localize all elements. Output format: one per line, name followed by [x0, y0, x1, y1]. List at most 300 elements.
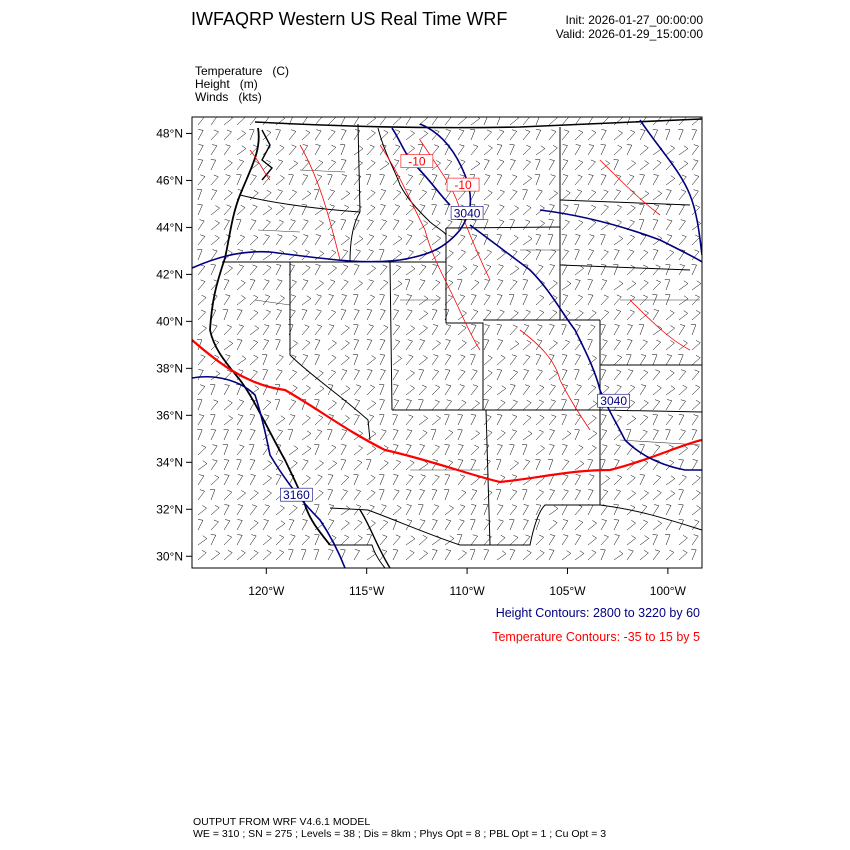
- wind-barb: [510, 310, 518, 320]
- wind-barb: [471, 161, 480, 170]
- wind-barb: [471, 445, 479, 455]
- wind-barb: [510, 460, 519, 470]
- wind-barb: [432, 325, 438, 336]
- wind-barb: [639, 205, 644, 216]
- wind-barb: [367, 325, 374, 335]
- wind-barb: [431, 190, 436, 201]
- wind-barb: [653, 326, 662, 335]
- wind-barb: [341, 506, 350, 515]
- wind-barb: [432, 236, 441, 246]
- wind-barb: [276, 416, 285, 425]
- wind-barb: [315, 145, 320, 156]
- wind-barb: [653, 146, 662, 155]
- wind-barb: [626, 355, 631, 366]
- wind-barb: [367, 190, 375, 200]
- wind-barb: [198, 175, 205, 185]
- wind-barb: [666, 491, 675, 500]
- wind-barb: [484, 190, 492, 200]
- wind-barb: [640, 430, 647, 440]
- contour-label: 3160: [283, 488, 310, 503]
- wind-barb: [458, 295, 465, 305]
- lat-tick-label: 38°N: [156, 361, 183, 376]
- wind-barb: [302, 385, 311, 395]
- wind-barb: [523, 220, 530, 230]
- wind-barb: [406, 220, 413, 230]
- wind-barb: [588, 220, 596, 230]
- wind-barb: [276, 535, 284, 545]
- wind-barb: [536, 265, 543, 275]
- wind-barb: [237, 490, 246, 500]
- wind-barb: [367, 370, 372, 381]
- wind-barb: [223, 310, 228, 320]
- wind-barb: [627, 536, 636, 546]
- wind-barb: [393, 475, 398, 486]
- wind-barb: [484, 160, 489, 171]
- wind-barb: [250, 355, 258, 365]
- wind-barb: [458, 235, 465, 245]
- wind-barb: [562, 281, 571, 290]
- wind-barb: [367, 130, 376, 140]
- wind-barb: [393, 356, 402, 366]
- wind-barb: [523, 400, 531, 410]
- wind-barb: [289, 505, 297, 515]
- wind-barb: [627, 161, 636, 171]
- wind-barb: [315, 325, 322, 335]
- wind-barb: [419, 370, 424, 381]
- wind-barb: [224, 490, 232, 500]
- wind-barb: [562, 190, 570, 200]
- wind-barb: [523, 505, 529, 516]
- wind-barb: [562, 505, 567, 516]
- wind-barb: [263, 206, 272, 215]
- wind-barb: [562, 431, 571, 440]
- wind-barb: [666, 190, 671, 201]
- wind-barb: [692, 281, 701, 290]
- wind-barb: [549, 130, 556, 140]
- wind-barb: [250, 235, 258, 245]
- wind-barb: [341, 386, 350, 395]
- wind-barb: [640, 536, 649, 545]
- wind-barb: [640, 385, 646, 395]
- wind-barb: [692, 460, 698, 471]
- wind-barb: [224, 505, 229, 516]
- wind-barb: [562, 445, 567, 456]
- wind-barb: [483, 220, 488, 231]
- wind-barb: [484, 145, 493, 155]
- wind-barb: [536, 370, 543, 380]
- lat-tick-label: 36°N: [156, 408, 183, 423]
- wind-barb: [276, 355, 283, 365]
- wind-barb: [432, 520, 437, 531]
- latitude-axis: [156, 126, 192, 563]
- wind-barb: [419, 190, 427, 200]
- wind-barb: [380, 280, 388, 290]
- wind-barb: [509, 295, 514, 306]
- wind-barb: [640, 370, 648, 380]
- wind-barb: [627, 205, 635, 215]
- wind-barb: [627, 416, 636, 425]
- wind-barb: [354, 445, 363, 455]
- wind-barb: [470, 520, 475, 531]
- wind-barb: [458, 505, 465, 515]
- wind-barb: [289, 190, 297, 200]
- wind-barb: [276, 430, 283, 440]
- wind-barb: [562, 265, 567, 276]
- wind-barb: [302, 280, 308, 290]
- wind-barb: [379, 475, 384, 486]
- wind-barb: [575, 310, 583, 320]
- wind-barb: [470, 550, 475, 561]
- wind-barb: [197, 400, 202, 411]
- wind-barb: [419, 236, 428, 246]
- wind-barb: [679, 190, 686, 200]
- wind-barb: [536, 325, 542, 335]
- wind-barb: [536, 130, 541, 141]
- temperature-contour-legend: Temperature Contours: -35 to 15 by 5: [492, 630, 700, 644]
- wind-barb: [353, 325, 358, 336]
- wind-barb: [497, 205, 504, 215]
- wind-barb: [601, 310, 609, 320]
- wind-barb: [237, 131, 246, 141]
- valid-time: Valid: 2026-01-29_15:00:00: [555, 27, 703, 41]
- wind-barb: [549, 280, 558, 290]
- wind-barb: [692, 145, 699, 155]
- wind-barb: [393, 490, 399, 500]
- wind-barb: [549, 506, 558, 515]
- wind-barb: [640, 175, 645, 186]
- wind-barb: [640, 130, 645, 141]
- wind-barb: [302, 415, 310, 425]
- wind-barb: [288, 325, 293, 336]
- wind-barb: [562, 220, 570, 230]
- wind-barb: [250, 265, 257, 275]
- wind-barb: [510, 130, 517, 140]
- wind-barb: [302, 191, 311, 200]
- wind-barb: [497, 340, 503, 351]
- wind-barb: [653, 310, 659, 321]
- wind-barb: [588, 490, 593, 501]
- wind-barb: [250, 475, 255, 486]
- wind-barb: [666, 550, 674, 560]
- wind-barb: [561, 400, 566, 411]
- wind-barb: [497, 520, 503, 530]
- wind-barb: [458, 370, 465, 380]
- wind-barb: [328, 145, 336, 155]
- wind-barb: [679, 415, 684, 426]
- wind-barb: [432, 385, 440, 395]
- wind-barb: [393, 370, 399, 381]
- wind-barb: [458, 266, 467, 275]
- wind-barb: [574, 370, 579, 381]
- wind-barb: [666, 520, 672, 530]
- wind-barb: [250, 205, 257, 215]
- wind-barb: [523, 310, 530, 320]
- wind-barb: [341, 236, 350, 246]
- wind-barb: [601, 370, 606, 381]
- wind-barb: [484, 355, 492, 365]
- wind-barb: [536, 415, 544, 425]
- wind-barb: [562, 130, 569, 140]
- wind-barb: [614, 310, 621, 320]
- wind-barb: [250, 460, 255, 471]
- wind-barb: [588, 475, 594, 485]
- wind-barb: [523, 160, 531, 170]
- wind-barb: [679, 146, 688, 155]
- wind-barb: [458, 460, 463, 471]
- wind-barb: [497, 325, 502, 336]
- wind-barb: [406, 400, 412, 411]
- wind-barb: [302, 520, 307, 531]
- wind-barb: [198, 370, 203, 381]
- wind-barb: [432, 445, 440, 455]
- wind-barb: [666, 310, 674, 320]
- wind-barb: [588, 235, 594, 245]
- wind-barb: [692, 265, 697, 276]
- wind-barb: [588, 550, 596, 560]
- wind-barb: [367, 431, 376, 440]
- wind-barb: [354, 236, 363, 245]
- wind-barb: [613, 265, 618, 276]
- wind-barb: [588, 130, 596, 140]
- wind-barb: [276, 190, 283, 200]
- wind-barb: [679, 490, 684, 501]
- wind-barb: [406, 370, 415, 380]
- wind-barb: [393, 205, 400, 215]
- wind-barb: [302, 175, 308, 186]
- wind-barb: [315, 340, 320, 351]
- wind-barb: [666, 340, 675, 350]
- wind-barb: [198, 505, 207, 515]
- wind-barb: [354, 175, 361, 185]
- wind-barb: [211, 475, 219, 485]
- wind-barb: [445, 505, 454, 515]
- wind-barb: [562, 295, 568, 306]
- wind-barb: [302, 265, 310, 275]
- wind-barb: [601, 175, 606, 186]
- wind-barb: [575, 385, 582, 395]
- wind-barb: [276, 250, 284, 260]
- wind-barb: [341, 115, 346, 126]
- wind-barb: [471, 401, 480, 411]
- wind-barb: [263, 520, 269, 531]
- wind-barb: [315, 460, 324, 470]
- wind-barb: [445, 160, 452, 170]
- wind-barb: [250, 310, 258, 320]
- wind-barb: [276, 280, 282, 290]
- wind-barb: [341, 160, 346, 171]
- wind-barb: [522, 190, 527, 201]
- wind-barb: [653, 490, 661, 500]
- wind-barb: [679, 535, 687, 545]
- wind-barb: [445, 550, 451, 561]
- wind-barb: [211, 535, 216, 546]
- wind-barb: [483, 115, 488, 126]
- wind-barb: [315, 415, 323, 425]
- wind-barb: [328, 550, 333, 561]
- wind-barb: [263, 340, 269, 351]
- wind-barb: [588, 445, 596, 455]
- wind-barb: [536, 250, 541, 261]
- wind-barb: [224, 385, 229, 396]
- wind-barb: [562, 460, 569, 470]
- wind-barb: [432, 145, 439, 155]
- wind-barb: [510, 235, 518, 245]
- wind-barb: [601, 280, 607, 291]
- wind-barb: [419, 340, 425, 351]
- wind-barb: [588, 310, 596, 320]
- wind-barb: [575, 220, 583, 230]
- wind-barb: [406, 326, 415, 336]
- wind-barb: [224, 265, 233, 275]
- wind-barb: [328, 400, 337, 410]
- wind-barb: [497, 310, 504, 320]
- wind-barb: [406, 505, 412, 516]
- wind-barb: [211, 160, 216, 171]
- wind-barb: [614, 370, 621, 380]
- wind-barb: [692, 310, 700, 320]
- wind-barb: [588, 175, 593, 186]
- wind-barb: [666, 415, 673, 425]
- wind-barb: [497, 130, 504, 140]
- wind-barb: [250, 505, 257, 515]
- wind-barb: [432, 341, 441, 351]
- wind-barb: [302, 325, 309, 335]
- wind-barb: [653, 250, 658, 261]
- wind-barb: [289, 400, 296, 410]
- wind-barb: [614, 505, 619, 516]
- wind-barb: [263, 535, 272, 545]
- wind-barb: [315, 310, 321, 320]
- wind-barb: [510, 341, 519, 350]
- wind-barb: [419, 325, 428, 335]
- wind-barb: [367, 385, 375, 395]
- wind-barb: [601, 445, 607, 455]
- wind-barb: [328, 295, 334, 306]
- wind-barb: [224, 220, 230, 231]
- wind-barb: [406, 415, 413, 425]
- wind-barb: [535, 175, 540, 186]
- lon-tick-label: 115°W: [349, 584, 385, 598]
- wind-barb: [627, 491, 636, 501]
- wind-barb: [484, 205, 489, 216]
- wind-barb: [198, 280, 205, 290]
- wind-barb: [549, 535, 555, 546]
- wind-barb: [627, 325, 633, 336]
- wind-barb: [211, 190, 217, 201]
- wind-barb: [510, 370, 518, 380]
- wind-barb: [198, 461, 207, 470]
- wind-barb: [237, 475, 243, 486]
- wind-barb: [549, 175, 555, 185]
- wind-barb: [432, 265, 437, 276]
- wind-barb: [626, 430, 631, 441]
- wind-barb: [601, 190, 608, 200]
- wind-barb: [341, 370, 347, 381]
- wind-barb: [536, 355, 541, 366]
- wind-barb: [250, 535, 256, 545]
- wind-barb: [484, 175, 490, 186]
- wind-barb: [393, 400, 399, 411]
- wind-barb: [406, 445, 411, 456]
- wind-barb: [198, 220, 204, 230]
- wind-barb: [575, 445, 583, 455]
- wind-barb: [510, 550, 515, 561]
- wind-barb: [406, 536, 415, 545]
- wind-barb: [237, 310, 242, 321]
- wind-barb: [497, 445, 502, 456]
- wind-barb: [640, 161, 649, 171]
- wind-barb: [379, 250, 384, 261]
- wind-barb: [484, 430, 492, 440]
- wind-barb: [627, 175, 634, 185]
- wind-barb: [301, 550, 306, 561]
- wind-barb: [315, 370, 323, 380]
- wind-barb: [678, 505, 683, 516]
- wind-barb: [614, 490, 621, 500]
- wind-barb: [432, 475, 439, 485]
- wind-barb: [666, 370, 674, 380]
- wind-barb: [653, 430, 659, 441]
- wind-barb: [354, 250, 361, 260]
- wind-barb: [406, 386, 415, 396]
- wind-barb: [588, 295, 593, 306]
- wind-barb: [367, 490, 375, 500]
- wind-barb: [653, 220, 658, 231]
- wind-barb: [588, 205, 596, 215]
- wind-barb: [380, 205, 385, 216]
- wind-barb: [614, 145, 622, 155]
- wind-barb: [354, 385, 361, 395]
- wind-barb: [536, 535, 544, 545]
- wind-barb: [237, 160, 244, 170]
- wind-barb: [289, 446, 298, 455]
- wind-barb: [510, 355, 517, 365]
- wind-barb: [536, 310, 544, 320]
- wind-barb: [510, 206, 519, 216]
- wind-barb: [484, 445, 489, 456]
- wind-barb: [328, 461, 337, 470]
- wind-barb: [354, 415, 359, 426]
- wind-barb: [484, 250, 492, 260]
- wind-barb: [380, 235, 387, 245]
- wind-barb: [549, 250, 556, 260]
- wind-barb: [497, 386, 506, 395]
- wind-barb: [575, 295, 583, 305]
- wind-barb: [224, 295, 230, 305]
- wind-barb: [445, 340, 450, 351]
- wind-barb: [314, 190, 319, 201]
- wind-barb: [224, 550, 232, 560]
- wind-barb: [692, 221, 701, 230]
- wind-barb: [276, 130, 281, 141]
- wind-barb: [679, 370, 686, 380]
- wind-barb: [432, 415, 441, 425]
- wind-barb: [549, 220, 554, 231]
- wind-barb: [354, 520, 362, 530]
- wind-barb: [419, 296, 428, 305]
- wind-barb: [692, 235, 700, 245]
- wind-barb: [575, 461, 584, 470]
- wind-barb: [419, 475, 426, 485]
- wind-barb: [458, 490, 466, 500]
- wind-barb: [510, 490, 517, 500]
- wind-barb: [666, 505, 671, 516]
- wind-barb: [510, 190, 517, 200]
- wind-barb: [562, 250, 569, 260]
- wind-barb: [367, 220, 374, 230]
- wind-barb: [237, 340, 242, 351]
- wind-barb: [535, 460, 540, 471]
